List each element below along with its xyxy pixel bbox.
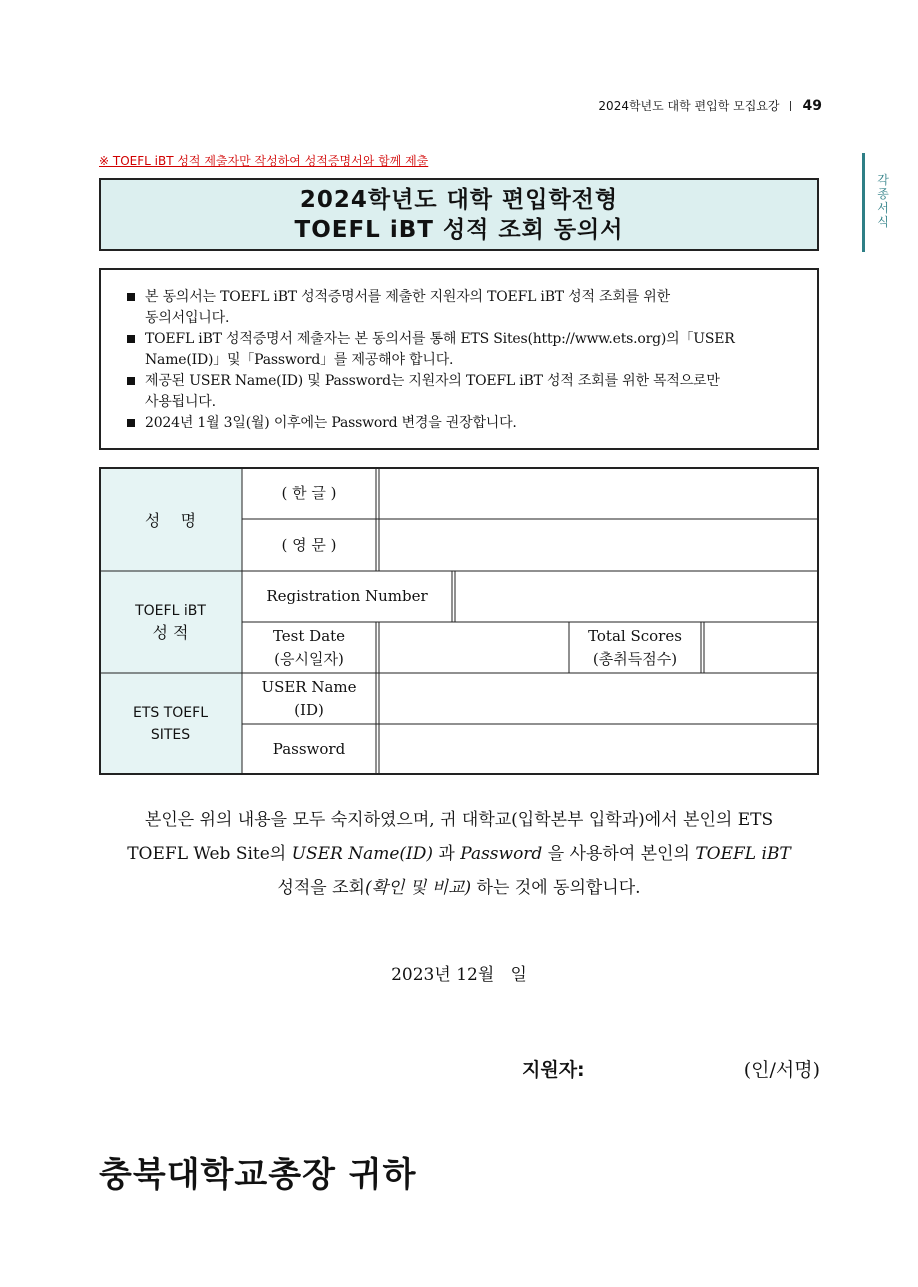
notice-line: 본 동의서는 TOEFL iBT 성적증명서를 제출한 지원자의 TOEFL iBT 성적 조회를 위한 xyxy=(145,289,670,305)
square-bullet-icon xyxy=(127,419,135,427)
consent-emphasis: USER Name(ID) xyxy=(291,844,434,864)
consent-emphasis: TOEFL iBT xyxy=(695,844,791,864)
square-bullet-icon xyxy=(127,293,135,301)
name-label: 성 명 xyxy=(144,510,197,530)
toefl-label-line-2: 성 적 xyxy=(152,623,189,642)
header-divider xyxy=(790,101,791,111)
consent-text: 성적을 조회 xyxy=(277,878,365,898)
korean-name-label-text: ( 한 글 ) xyxy=(281,483,337,502)
addressee: 충북대학교총장 귀하 xyxy=(99,1155,417,1195)
consent-emphasis: Password xyxy=(460,844,543,864)
notice-line: 2024년 1월 3일(월) 이후에는 Password 변경을 권장합니다. xyxy=(145,415,517,431)
total-scores-label-line-1: Total Scores xyxy=(588,626,682,645)
english-name-label-text: ( 영 문 ) xyxy=(281,535,337,554)
consent-text: TOEFL Web Site의 xyxy=(127,844,292,864)
notice-item xyxy=(125,371,797,413)
consent-form-table xyxy=(99,467,819,775)
consent-emphasis: (확인 및 비교) xyxy=(364,878,472,898)
submission-note: ※ TOEFL iBT 성적 제출자만 작성하여 성적증명서와 함께 제출 xyxy=(99,154,429,168)
running-header xyxy=(520,97,822,114)
consent-line-3 xyxy=(99,871,819,905)
applicant-label: 지원자: xyxy=(522,1059,585,1081)
consent-statement xyxy=(99,803,819,905)
consent-text: 을 사용하여 본인의 xyxy=(542,844,696,864)
consent-line-2 xyxy=(99,837,819,871)
notice-line: 동의서입니다. xyxy=(145,310,230,326)
notice-line: 제공된 USER Name(ID) 및 Password는 지원자의 TOEFL iBT 성적 조회를 위한 목적으로만 xyxy=(145,373,720,389)
table-grid xyxy=(99,467,819,775)
notice-item xyxy=(125,413,797,434)
notice-line: Name(ID)」및「Password」를 제공해야 합니다. xyxy=(145,352,454,368)
consent-text: 하는 것에 동의합니다. xyxy=(471,878,641,898)
side-tab-label: 각종서식 xyxy=(877,173,889,229)
consent-line-1: 본인은 위의 내용을 모두 숙지하였으며, 귀 대학교(입학본부 입학과)에서 본인의 ETS xyxy=(144,810,774,830)
registration-number-label-text: Registration Number xyxy=(266,587,428,605)
test-date-label-line-2: (응시일자) xyxy=(274,649,344,668)
running-title: 2024학년도 대학 편입학 모집요강 xyxy=(598,99,780,113)
notice-line: 사용됩니다. xyxy=(145,394,216,410)
notice-item xyxy=(125,287,797,329)
seal-signature-label: (인/서명) xyxy=(743,1059,820,1081)
notice-line: TOEFL iBT 성적증명서 제출자는 본 동의서를 통해 ETS Sites(http://www.ets.org)의「USER xyxy=(145,331,735,347)
notice-box xyxy=(99,268,819,450)
title-line-1: 2024학년도 대학 편입학전형 xyxy=(299,187,619,213)
title-line-2: TOEFL iBT 성적 조회 동의서 xyxy=(294,217,624,243)
user-name-label-line-2: (ID) xyxy=(294,700,324,719)
toefl-label-line-1: TOEFL iBT xyxy=(135,603,206,619)
square-bullet-icon xyxy=(127,377,135,385)
ets-label-line-1: ETS TOEFL xyxy=(132,705,208,721)
total-scores-label-line-2: (총취득점수) xyxy=(592,649,678,668)
side-tab xyxy=(862,153,918,252)
consent-text: 과 xyxy=(433,844,461,864)
title-box xyxy=(99,178,819,251)
date-line: 2023년 12월 일 xyxy=(391,965,527,985)
ets-label-line-2: SITES xyxy=(150,727,191,743)
password-label-text: Password xyxy=(272,740,346,758)
notice-item xyxy=(125,329,797,371)
test-date-label-line-1: Test Date xyxy=(272,626,346,645)
square-bullet-icon xyxy=(127,335,135,343)
user-name-label-line-1: USER Name xyxy=(261,677,357,696)
page-number: 49 xyxy=(802,98,822,114)
